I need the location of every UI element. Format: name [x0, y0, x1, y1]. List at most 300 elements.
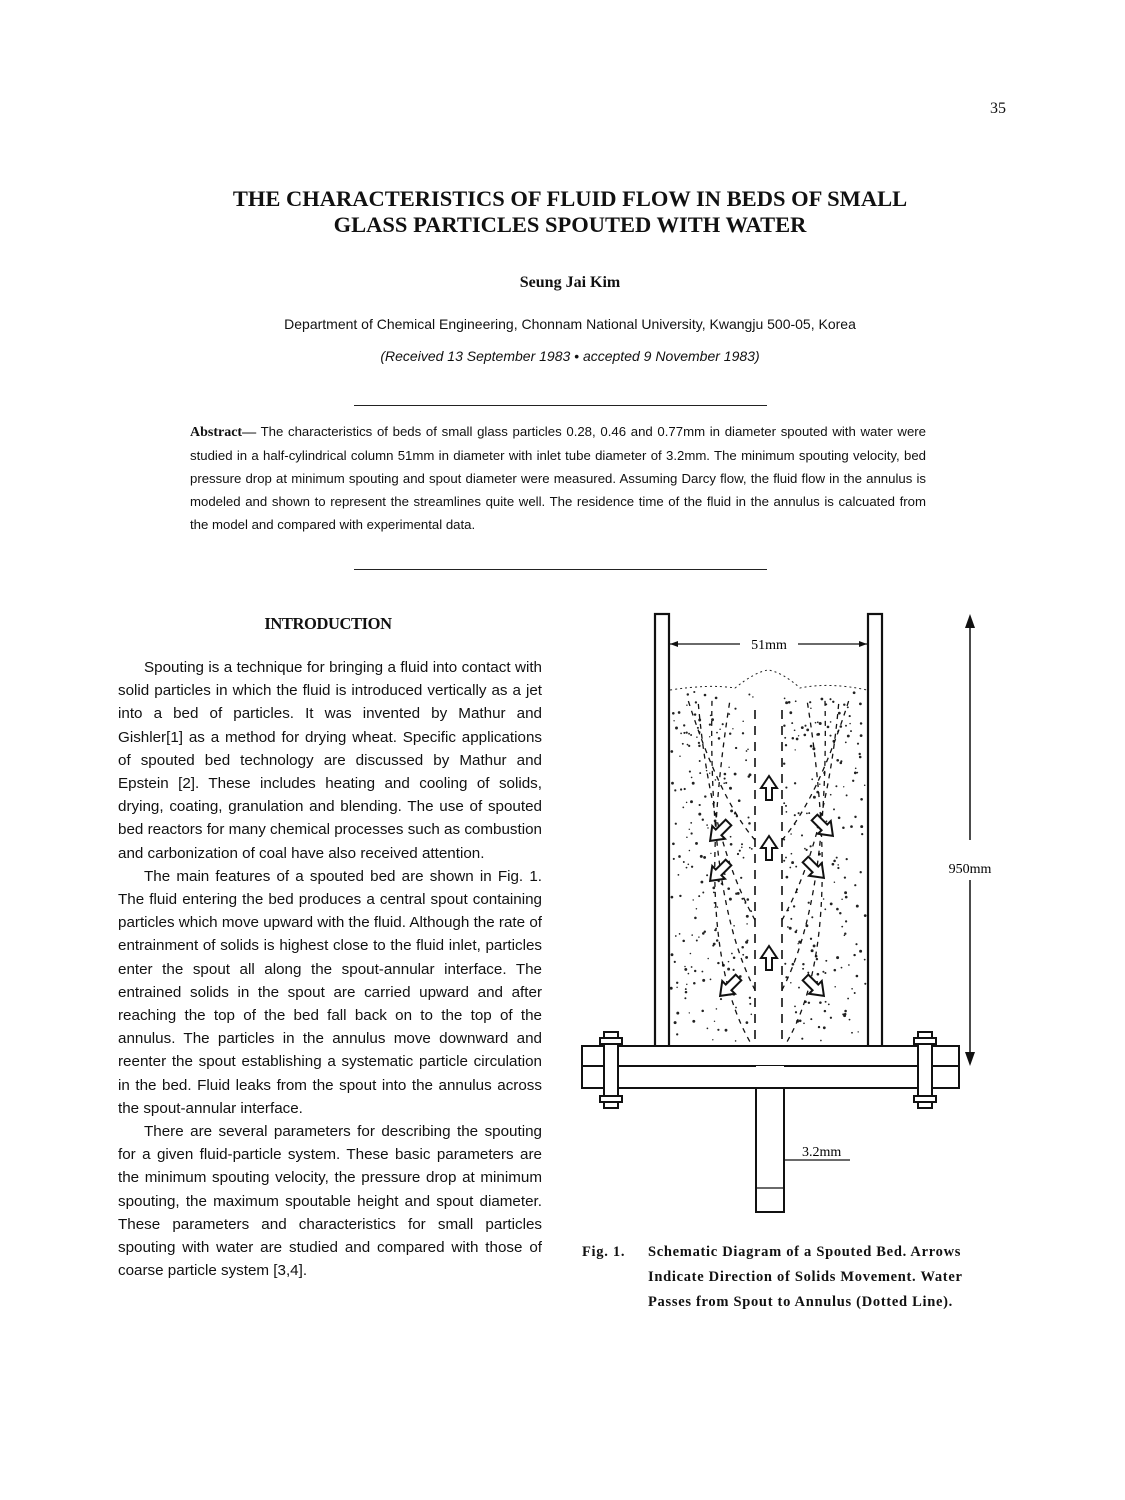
column-left-wall — [655, 614, 669, 1060]
particle-dot — [798, 735, 799, 736]
particle-dot — [686, 867, 688, 869]
particle-dot — [857, 743, 859, 745]
introduction-heading: INTRODUCTION — [264, 614, 392, 633]
particle-dot — [859, 950, 862, 953]
particle-dot — [789, 711, 792, 714]
particle-dot — [791, 722, 793, 724]
particle-dot — [795, 749, 796, 750]
particle-dot — [811, 916, 813, 918]
particle-dot — [847, 706, 849, 708]
particle-dot — [712, 1039, 713, 1040]
particle-dot — [837, 864, 839, 866]
bed-surface — [670, 670, 867, 690]
particle-dot — [834, 881, 835, 882]
particle-dot — [702, 892, 704, 894]
particle-dot — [822, 971, 824, 973]
particle-dot — [673, 720, 674, 721]
particle-dot — [691, 866, 693, 868]
particle-dot — [854, 992, 856, 994]
particle-dot — [860, 734, 863, 737]
particle-dot — [684, 968, 687, 971]
particle-dot — [741, 847, 743, 849]
particle-dot — [684, 966, 686, 968]
particle-dot — [853, 691, 856, 694]
particle-dot — [809, 701, 811, 703]
particle-dot — [803, 734, 806, 737]
particle-dot — [808, 812, 810, 814]
particle-dot — [716, 732, 718, 734]
particle-dot — [704, 694, 707, 697]
particle-dot — [734, 708, 736, 710]
particle-dot — [810, 938, 812, 940]
particle-dot — [746, 915, 749, 918]
particle-dot — [820, 1040, 822, 1042]
particle-dot — [687, 744, 689, 746]
abstract-label: Abstract— — [190, 425, 257, 440]
particle-dot — [704, 795, 706, 797]
particle-dot — [678, 874, 680, 876]
particle-dot — [739, 850, 741, 852]
particle-dot — [742, 954, 744, 956]
particle-dot — [783, 802, 785, 804]
particle-dot — [801, 834, 803, 836]
particle-dot — [675, 727, 678, 730]
particle-dot — [826, 820, 828, 822]
particle-dot — [840, 725, 843, 728]
particle-dot — [687, 863, 689, 865]
particle-dot — [720, 998, 722, 1000]
particle-dot — [725, 782, 727, 784]
particle-dot — [679, 756, 680, 757]
particle-dot — [748, 694, 750, 696]
particle-dot — [706, 770, 708, 772]
particle-dot — [845, 742, 847, 744]
particle-dot — [856, 905, 859, 908]
up-arrow-icon — [761, 836, 777, 860]
particle-dot — [864, 983, 866, 985]
particle-dot — [730, 843, 733, 846]
particle-dot — [702, 932, 705, 935]
particle-dot — [717, 906, 719, 908]
particle-dot — [703, 856, 706, 859]
particle-dot — [816, 733, 819, 736]
particle-dot — [836, 857, 838, 859]
particle-dot — [729, 732, 731, 734]
particle-dot — [698, 936, 699, 937]
particle-dot — [860, 871, 862, 873]
particle-dot — [727, 887, 730, 890]
particle-dot — [693, 899, 694, 900]
particle-dot — [690, 832, 692, 834]
particle-dot — [749, 1003, 751, 1005]
particle-dot — [854, 772, 857, 775]
particle-dot — [690, 734, 692, 736]
particle-dot — [853, 954, 855, 956]
particle-dot — [710, 853, 711, 854]
particle-dot — [792, 963, 795, 966]
particle-dot — [678, 711, 681, 714]
particle-dot — [834, 986, 836, 988]
particle-dot — [785, 787, 787, 789]
intro-paragraph-2: The main features of a spouted bed are shown in Fig. 1. The fluid entering the bed produces a central spout containing particles which move upward with the fluid. Although the rate of entrainment of solids is highest close to the fluid inlet, particles enter the spout all along the spout-annular interface. The entrained solids in the spout are carried upward and after reaching the top of the bed fall back on to the top of the annulus. The particles in the annulus move downward and reenter the spout establishing a systematic particle circulation in the bed. Fluid leaks from the spout into the annulus across the spout-annular interface. — [118, 867, 542, 1117]
particle-dot — [825, 1001, 827, 1003]
particle-dot — [738, 799, 741, 802]
particle-dot — [793, 905, 795, 907]
particle-dot — [745, 956, 748, 959]
particle-dot — [749, 847, 751, 849]
particle-dot — [729, 713, 731, 715]
particle-dot — [843, 703, 845, 705]
width-label: 51mm — [751, 638, 787, 653]
particle-dot — [844, 891, 847, 894]
particle-dot — [671, 953, 674, 956]
figure-caption — [582, 1240, 1002, 1315]
particle-dot — [854, 816, 856, 818]
particle-dot — [840, 760, 842, 762]
particle-dot — [832, 701, 834, 703]
particle-dot — [724, 778, 726, 780]
figure-spouted-bed — [570, 600, 1010, 1230]
particle-dot — [706, 824, 708, 826]
particle-dot — [838, 817, 841, 820]
particle-dot — [714, 929, 716, 931]
particle-dot — [684, 997, 686, 999]
particle-dot — [790, 982, 792, 984]
particle-dot — [686, 984, 687, 985]
particle-dot — [746, 750, 748, 752]
particle-dot — [728, 961, 730, 963]
particle-dot — [802, 963, 804, 965]
particle-dot — [812, 747, 815, 750]
particle-dot — [785, 701, 788, 704]
particle-dot — [854, 884, 856, 886]
particle-dot — [841, 967, 843, 969]
inlet-tube — [756, 1088, 784, 1212]
particle-dot — [694, 713, 696, 715]
particle-dot — [748, 822, 751, 825]
particle-dot — [698, 745, 700, 747]
particle-dot — [751, 848, 753, 850]
particle-dot — [784, 737, 786, 739]
particle-dot — [836, 759, 839, 762]
particle-dot — [856, 975, 859, 978]
particle-dot — [730, 809, 733, 812]
particle-dot — [678, 855, 681, 858]
particle-dot — [745, 941, 748, 944]
particle-dot — [790, 833, 792, 835]
particle-dot — [679, 895, 681, 897]
particle-dot — [702, 979, 705, 982]
particle-dot — [823, 1026, 826, 1029]
particle-dot — [795, 866, 797, 868]
particle-dot — [688, 733, 690, 735]
particle-dot — [693, 691, 695, 693]
particle-dot — [810, 707, 812, 709]
particle-dot — [728, 767, 729, 768]
particle-dot — [785, 857, 787, 859]
particle-dot — [804, 725, 806, 727]
particle-dot — [801, 726, 804, 729]
particle-dot — [735, 1007, 737, 1009]
particle-dot — [733, 956, 736, 959]
particle-dot — [682, 743, 684, 745]
particle-dot — [699, 804, 701, 806]
particle-dot — [819, 783, 820, 784]
particle-dot — [829, 735, 831, 737]
particle-dot — [839, 912, 841, 914]
particle-dot — [698, 895, 700, 897]
particle-dots — [670, 691, 867, 1042]
particle-dot — [823, 898, 825, 900]
paper-title — [150, 186, 990, 238]
particle-dot — [794, 782, 796, 784]
particle-dot — [727, 968, 730, 971]
particle-dot — [676, 1033, 678, 1035]
particle-dot — [742, 732, 744, 734]
particle-dot — [849, 715, 851, 717]
particle-dot — [851, 1032, 853, 1034]
particle-dot — [695, 842, 698, 845]
particle-dot — [690, 822, 692, 824]
flange-upper — [582, 1046, 959, 1066]
particle-dot — [837, 867, 839, 869]
arrowhead-up-icon — [965, 614, 975, 628]
spouted-bed-diagram — [570, 600, 1010, 1230]
particle-dot — [698, 742, 700, 744]
particle-dot — [730, 836, 732, 838]
abstract-top-rule — [354, 405, 767, 406]
particle-dot — [795, 700, 797, 702]
particle-dot — [687, 693, 689, 695]
particle-dot — [716, 1008, 718, 1010]
particle-dot — [747, 816, 749, 818]
intro-paragraph-3: There are several parameters for describing the spouting for a given fluid-particle system. These basic parameters are the minimum spouting velocity, the pressure drop at minimum spouting, the maximum spoutable height and spout diameter. These parameters and characteristics for small particles spouting with water are studied and compared with those of coarse particle system [3,4]. — [118, 1123, 542, 1280]
particle-dot — [844, 934, 846, 936]
particle-dot — [817, 721, 819, 723]
particle-dot — [679, 933, 681, 935]
particle-dot — [850, 730, 852, 732]
particle-dot — [696, 940, 698, 942]
particle-dot — [801, 1038, 803, 1040]
particle-dot — [689, 829, 690, 830]
particle-dot — [712, 718, 714, 720]
particle-dot — [714, 1021, 715, 1022]
arrowhead-down-icon — [965, 1052, 975, 1066]
particle-dot — [834, 969, 837, 972]
down-left-arrow-icon — [704, 816, 735, 847]
particle-dot — [707, 1028, 709, 1030]
particle-dot — [852, 780, 854, 782]
particle-dot — [691, 777, 693, 779]
particle-dot — [710, 979, 712, 981]
particle-dot — [724, 773, 727, 776]
particle-dot — [690, 800, 693, 803]
particle-dot — [707, 958, 709, 960]
particle-dot — [713, 892, 715, 894]
particle-dot — [813, 944, 816, 947]
particle-dot — [783, 860, 785, 862]
particle-dot — [723, 782, 725, 784]
particle-dot — [827, 726, 830, 729]
particle-dot — [808, 1002, 810, 1004]
particle-dot — [792, 737, 795, 740]
particle-dot — [686, 802, 688, 804]
particle-dot — [819, 722, 822, 725]
particle-dot — [810, 745, 813, 748]
particle-dot — [732, 728, 733, 729]
particle-dot — [749, 773, 752, 776]
particle-dot — [791, 853, 793, 855]
particle-dot — [821, 698, 824, 701]
particle-dot — [699, 772, 701, 774]
particle-dot — [676, 982, 678, 984]
particle-dot — [848, 964, 850, 966]
received-dates: (Received 13 September 1983 • accepted 9 November 1983) — [380, 348, 760, 364]
page-number: 35 — [990, 100, 1006, 117]
particle-dot — [692, 782, 695, 785]
particle-dot — [741, 946, 744, 949]
particle-dot — [845, 725, 847, 727]
particle-dot — [829, 698, 831, 700]
particle-dot — [741, 843, 743, 845]
up-arrow-icon — [761, 946, 777, 970]
particle-dot — [860, 798, 863, 801]
particle-dot — [845, 920, 847, 922]
particle-dot — [734, 773, 737, 776]
particle-dot — [824, 1010, 826, 1012]
particle-dot — [697, 727, 699, 729]
particle-dot — [696, 908, 698, 910]
particle-dot — [795, 931, 798, 934]
particle-dot — [690, 953, 692, 955]
particle-dot — [735, 1040, 737, 1042]
particle-dot — [682, 807, 684, 809]
particle-dot — [746, 898, 749, 901]
particle-dot — [819, 1001, 822, 1004]
particle-dot — [813, 796, 816, 799]
particle-dot — [859, 703, 862, 706]
particle-dot — [806, 849, 808, 851]
particle-dot — [783, 724, 785, 726]
particle-dot — [850, 825, 853, 828]
particle-dot — [846, 794, 848, 796]
down-right-arrow-icon — [799, 853, 830, 884]
particle-dot — [794, 729, 796, 731]
particle-dot — [674, 961, 676, 963]
particle-dot — [825, 960, 827, 962]
particle-dot — [717, 962, 719, 964]
particle-dot — [707, 827, 708, 828]
particle-dot — [796, 738, 799, 741]
particle-dot — [672, 712, 675, 715]
particle-dot — [857, 1031, 858, 1032]
particle-dot — [675, 823, 677, 825]
particle-dot — [786, 811, 788, 813]
particle-dot — [841, 926, 843, 928]
inlet-label: 3.2mm — [802, 1145, 842, 1160]
particle-dot — [816, 958, 818, 960]
particle-dot — [798, 812, 800, 814]
down-right-arrow-icon — [799, 971, 830, 1002]
particle-dot — [832, 863, 835, 866]
particle-dot — [786, 876, 789, 879]
particle-dot — [795, 1011, 797, 1013]
particle-dot — [811, 778, 813, 780]
particle-dot — [818, 1026, 820, 1028]
particle-dot — [860, 722, 862, 724]
particle-dot — [855, 943, 857, 945]
particle-dot — [689, 771, 691, 773]
particle-dot — [784, 963, 786, 965]
particle-dot — [737, 853, 739, 855]
particle-dot — [694, 917, 697, 920]
particle-dot — [847, 735, 850, 738]
particle-dot — [859, 756, 862, 759]
particle-dot — [844, 1010, 847, 1013]
particle-dot — [864, 959, 866, 961]
particle-dot — [784, 698, 786, 700]
particle-dot — [712, 945, 714, 947]
particle-dot — [789, 867, 791, 869]
particle-dot — [701, 1010, 704, 1013]
affiliation: Department of Chemical Engineering, Chonnam National University, Kwangju 500-05, Korea — [284, 316, 856, 332]
particle-dot — [735, 747, 737, 749]
particle-dot — [803, 1022, 805, 1024]
column-right-wall — [868, 614, 882, 1060]
particle-dot — [746, 1021, 749, 1024]
particle-dot — [715, 779, 717, 781]
particle-dot — [682, 940, 685, 943]
particle-dot — [686, 836, 688, 838]
particle-dot — [824, 972, 826, 974]
particle-dot — [680, 788, 682, 790]
particle-dot — [684, 788, 686, 790]
particle-dot — [702, 819, 704, 821]
particle-dot — [847, 998, 849, 1000]
particle-dot — [729, 787, 732, 790]
particle-dot — [671, 896, 674, 899]
particle-dot — [696, 736, 698, 738]
title-line-1: THE CHARACTERISTICS OF FLUID FLOW IN BEDS OF SMALL — [232, 186, 908, 211]
particle-dot — [794, 1006, 796, 1008]
title-line-2: GLASS PARTICLES SPOUTED WITH WATER — [333, 212, 807, 237]
up-arrow-icon — [761, 776, 777, 800]
particle-dot — [810, 1018, 812, 1020]
particle-dot — [674, 1021, 677, 1024]
particle-dot — [700, 855, 703, 858]
particle-dot — [811, 949, 814, 952]
particle-dot — [743, 857, 745, 859]
particle-dot — [747, 749, 749, 751]
particle-dot — [733, 925, 735, 927]
particle-dot — [817, 973, 820, 976]
particle-dot — [785, 744, 787, 746]
particle-dot — [798, 987, 800, 989]
particle-dot — [804, 848, 806, 850]
abstract-text: The characteristics of beds of small glass particles 0.28, 0.46 and 0.77mm in diameter spouted with water were studied in a half-cylindrical column 51mm in diameter with inlet tube diameter of 3.2mm. The minimum spouting velocity, bed pressure drop at minimum spouting and spout diameter were measured. Assuming Darcy flow, the fluid flow in the annulus is modeled and shown to represent the streamlines quite well. The residence time of the fluid in the annulus is calcuated from the model and compared with experimental data. — [190, 424, 926, 532]
arrowhead-left-icon — [670, 641, 678, 647]
particle-dot — [859, 753, 861, 755]
particle-dot — [746, 923, 748, 925]
particle-dot — [692, 1020, 695, 1023]
particle-dot — [698, 813, 701, 816]
particle-dot — [685, 988, 687, 990]
particle-dot — [788, 701, 791, 704]
particle-dot — [838, 712, 841, 715]
particle-dot — [830, 1017, 832, 1019]
particle-dot — [719, 728, 721, 730]
particle-dot — [706, 874, 708, 876]
